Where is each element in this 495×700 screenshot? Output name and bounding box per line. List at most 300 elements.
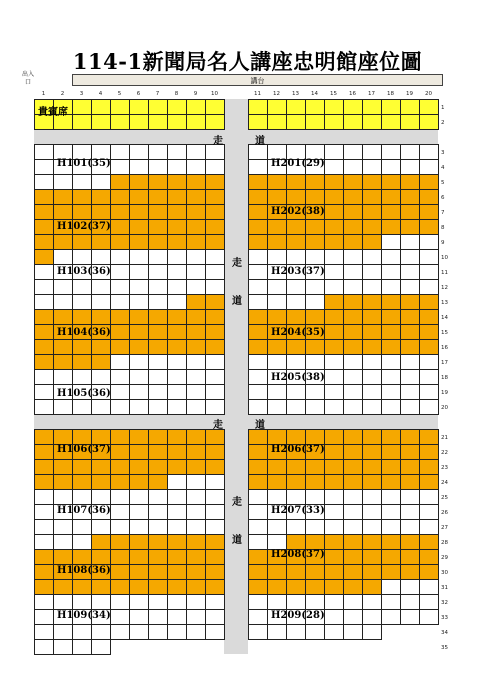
seat — [34, 504, 54, 520]
seat — [167, 519, 187, 535]
seat — [286, 339, 306, 355]
row-number: 22 — [441, 450, 448, 456]
seat — [110, 474, 130, 490]
seat — [91, 279, 111, 295]
seat — [419, 324, 439, 340]
seat — [110, 519, 130, 535]
seat — [305, 309, 325, 325]
seat — [205, 609, 225, 625]
seat — [186, 99, 206, 115]
seat — [267, 174, 287, 190]
seat — [91, 294, 111, 310]
seat — [129, 114, 149, 130]
row-number: 2 — [441, 120, 445, 126]
seat — [205, 504, 225, 520]
seat — [110, 99, 130, 115]
seat — [248, 624, 268, 640]
seat — [186, 114, 206, 130]
seat — [205, 624, 225, 640]
seat — [419, 354, 439, 370]
seat — [186, 504, 206, 520]
row-number: 26 — [441, 510, 448, 516]
vip-section-label: 貴賓席 — [38, 107, 68, 118]
seat — [167, 324, 187, 340]
seat — [267, 489, 287, 505]
seat — [34, 489, 54, 505]
seat — [186, 294, 206, 310]
seat — [91, 354, 111, 370]
seat — [400, 519, 420, 535]
seat — [324, 159, 344, 175]
seat — [205, 99, 225, 115]
seat — [343, 429, 363, 445]
seat — [34, 354, 54, 370]
seat — [186, 549, 206, 565]
seat — [167, 444, 187, 460]
seat — [248, 399, 268, 415]
seat — [419, 429, 439, 445]
row-number: 23 — [441, 465, 448, 471]
seat — [91, 624, 111, 640]
seat — [72, 189, 92, 205]
seat — [148, 384, 168, 400]
seat — [286, 354, 306, 370]
seat — [148, 459, 168, 475]
seat — [419, 294, 439, 310]
seat — [419, 609, 439, 625]
seat — [167, 459, 187, 475]
seat — [362, 234, 382, 250]
seat — [34, 204, 54, 220]
seat — [267, 474, 287, 490]
seat — [91, 339, 111, 355]
seat — [91, 489, 111, 505]
seat — [72, 399, 92, 415]
seat — [248, 594, 268, 610]
seat — [53, 354, 73, 370]
seat — [400, 384, 420, 400]
seat — [53, 369, 73, 385]
seat — [167, 399, 187, 415]
seat — [72, 624, 92, 640]
seat — [286, 219, 306, 235]
seat — [91, 114, 111, 130]
column-number: 13 — [292, 91, 299, 97]
seat — [381, 324, 401, 340]
seat — [248, 294, 268, 310]
seat — [205, 369, 225, 385]
seat — [419, 114, 439, 130]
seat — [343, 279, 363, 295]
seat — [34, 174, 54, 190]
section-label-h203: H203(37) — [271, 266, 325, 277]
seat — [129, 444, 149, 460]
seat — [167, 594, 187, 610]
seat — [362, 159, 382, 175]
seat — [419, 459, 439, 475]
seat — [34, 399, 54, 415]
column-number: 16 — [349, 91, 356, 97]
seat — [72, 354, 92, 370]
seat — [186, 219, 206, 235]
seat — [400, 189, 420, 205]
seat — [110, 159, 130, 175]
seat — [186, 444, 206, 460]
seat — [248, 339, 268, 355]
seat — [53, 639, 73, 655]
seat — [148, 204, 168, 220]
seat — [419, 99, 439, 115]
seat — [148, 579, 168, 595]
seat — [72, 474, 92, 490]
seat — [53, 399, 73, 415]
seat — [205, 429, 225, 445]
seat — [91, 174, 111, 190]
seat — [362, 189, 382, 205]
seat — [381, 114, 401, 130]
seat — [305, 339, 325, 355]
column-number: 6 — [136, 91, 141, 97]
seat — [129, 369, 149, 385]
seat — [34, 549, 54, 565]
seat — [148, 519, 168, 535]
seat — [110, 384, 130, 400]
seat — [167, 294, 187, 310]
seat — [91, 399, 111, 415]
seat — [248, 564, 268, 580]
seat — [148, 594, 168, 610]
seat — [129, 549, 149, 565]
seat — [381, 474, 401, 490]
seat — [148, 279, 168, 295]
seat — [343, 249, 363, 265]
column-number: 15 — [330, 91, 337, 97]
seat — [381, 294, 401, 310]
seat — [205, 594, 225, 610]
seat — [400, 264, 420, 280]
seat — [148, 504, 168, 520]
seat — [305, 384, 325, 400]
seat — [186, 594, 206, 610]
seat — [324, 369, 344, 385]
seat — [381, 204, 401, 220]
seat — [148, 294, 168, 310]
section-label-h109: H109(34) — [57, 610, 111, 621]
seat — [381, 279, 401, 295]
column-number: 3 — [79, 91, 84, 97]
section-label-h208: H208(37) — [271, 549, 325, 560]
seat — [267, 594, 287, 610]
aisle — [34, 129, 438, 144]
seat — [148, 474, 168, 490]
seat — [381, 579, 401, 595]
seat — [248, 204, 268, 220]
seat — [286, 114, 306, 130]
column-number: 20 — [425, 91, 432, 97]
seat — [400, 429, 420, 445]
aisle-walk-label: 走 — [232, 258, 242, 269]
seat — [419, 534, 439, 550]
seat — [362, 564, 382, 580]
seat — [381, 399, 401, 415]
seat — [248, 504, 268, 520]
seat — [186, 609, 206, 625]
seat — [324, 579, 344, 595]
seat — [381, 354, 401, 370]
seat — [205, 339, 225, 355]
seat — [324, 309, 344, 325]
seat — [267, 459, 287, 475]
seat — [267, 429, 287, 445]
seat — [362, 219, 382, 235]
seat — [324, 534, 344, 550]
row-number: 19 — [441, 390, 448, 396]
seat — [91, 534, 111, 550]
seat — [324, 564, 344, 580]
seat — [110, 549, 130, 565]
seat — [72, 519, 92, 535]
seat — [129, 624, 149, 640]
seat — [34, 369, 54, 385]
seat — [110, 594, 130, 610]
aisle-road-label: 道 — [255, 136, 265, 147]
row-number: 16 — [441, 345, 448, 351]
seat — [72, 234, 92, 250]
seat — [205, 279, 225, 295]
seat — [305, 399, 325, 415]
seat — [110, 249, 130, 265]
seat — [324, 219, 344, 235]
seat — [248, 459, 268, 475]
seat — [324, 324, 344, 340]
seat — [34, 384, 54, 400]
seat — [343, 264, 363, 280]
seat — [72, 579, 92, 595]
row-number: 9 — [441, 240, 445, 246]
row-number: 27 — [441, 525, 448, 531]
section-label-h106: H106(37) — [57, 444, 111, 455]
seat — [110, 579, 130, 595]
seat — [186, 564, 206, 580]
seat — [419, 564, 439, 580]
seat — [286, 534, 306, 550]
row-number: 17 — [441, 360, 448, 366]
seat — [286, 174, 306, 190]
seat — [91, 519, 111, 535]
seat — [205, 114, 225, 130]
seat — [110, 114, 130, 130]
row-number: 28 — [441, 540, 448, 546]
seat — [129, 174, 149, 190]
seat — [267, 519, 287, 535]
seat — [419, 489, 439, 505]
seat — [362, 279, 382, 295]
seat — [248, 384, 268, 400]
seat — [400, 504, 420, 520]
seat — [53, 429, 73, 445]
seat — [305, 114, 325, 130]
seat — [400, 489, 420, 505]
seat — [148, 324, 168, 340]
seat — [248, 264, 268, 280]
seat — [53, 339, 73, 355]
seat — [362, 444, 382, 460]
seat — [110, 279, 130, 295]
seat — [110, 369, 130, 385]
seat — [205, 474, 225, 490]
column-number: 8 — [174, 91, 179, 97]
row-number: 7 — [441, 210, 445, 216]
section-label-h201: H201(29) — [271, 158, 325, 169]
aisle-walk-label: 走 — [213, 420, 223, 431]
seat — [343, 504, 363, 520]
seat — [419, 234, 439, 250]
seat — [400, 159, 420, 175]
seat — [248, 324, 268, 340]
seat — [362, 549, 382, 565]
seat — [167, 384, 187, 400]
seat — [129, 429, 149, 445]
seat — [286, 234, 306, 250]
seat — [34, 324, 54, 340]
seat — [110, 204, 130, 220]
seat — [362, 204, 382, 220]
seat — [248, 354, 268, 370]
seat — [419, 279, 439, 295]
seat — [72, 294, 92, 310]
seat — [400, 249, 420, 265]
seat — [400, 324, 420, 340]
seat — [167, 159, 187, 175]
seat — [167, 99, 187, 115]
seat — [400, 549, 420, 565]
seat — [205, 234, 225, 250]
seat — [343, 294, 363, 310]
seat — [267, 99, 287, 115]
row-number: 24 — [441, 480, 448, 486]
seat — [129, 234, 149, 250]
seat — [110, 534, 130, 550]
column-number: 12 — [273, 91, 280, 97]
seat — [34, 474, 54, 490]
seat — [324, 549, 344, 565]
seat — [34, 219, 54, 235]
seat — [129, 609, 149, 625]
seat — [343, 609, 363, 625]
seat — [186, 459, 206, 475]
seat — [186, 474, 206, 490]
column-number: 2 — [60, 91, 65, 97]
seat — [34, 234, 54, 250]
seat — [110, 504, 130, 520]
column-number: 10 — [211, 91, 218, 97]
row-number: 29 — [441, 555, 448, 561]
section-label-h107: H107(36) — [57, 505, 111, 516]
seat — [419, 309, 439, 325]
seat — [167, 309, 187, 325]
seat — [267, 309, 287, 325]
seat — [148, 309, 168, 325]
column-number: 14 — [311, 91, 318, 97]
seat — [248, 609, 268, 625]
seat — [91, 309, 111, 325]
row-number: 11 — [441, 270, 448, 276]
seat — [400, 399, 420, 415]
seat — [34, 564, 54, 580]
seat — [400, 369, 420, 385]
seat — [305, 474, 325, 490]
seat — [110, 144, 130, 160]
seat — [381, 249, 401, 265]
seat — [91, 234, 111, 250]
seat — [34, 594, 54, 610]
seat — [381, 384, 401, 400]
seat — [362, 579, 382, 595]
seat — [129, 189, 149, 205]
seat — [305, 99, 325, 115]
column-number: 11 — [254, 91, 261, 97]
seat — [205, 174, 225, 190]
seat — [324, 99, 344, 115]
seat — [186, 324, 206, 340]
seat — [324, 249, 344, 265]
seat — [419, 189, 439, 205]
seat — [248, 579, 268, 595]
seat — [34, 429, 54, 445]
seat — [362, 384, 382, 400]
seat — [419, 384, 439, 400]
seat — [305, 489, 325, 505]
seat — [305, 234, 325, 250]
seat — [400, 114, 420, 130]
seat — [381, 534, 401, 550]
seat — [362, 609, 382, 625]
seat — [343, 234, 363, 250]
seat — [381, 504, 401, 520]
seat — [381, 189, 401, 205]
seat — [343, 99, 363, 115]
seat — [129, 159, 149, 175]
seat — [34, 339, 54, 355]
seat — [248, 444, 268, 460]
seat — [324, 474, 344, 490]
seat — [129, 309, 149, 325]
seat — [148, 369, 168, 385]
seat — [91, 99, 111, 115]
seat — [167, 189, 187, 205]
seat — [343, 474, 363, 490]
seat — [400, 474, 420, 490]
seat — [72, 249, 92, 265]
seat — [148, 549, 168, 565]
seat — [205, 159, 225, 175]
seat — [305, 249, 325, 265]
seat — [53, 249, 73, 265]
seat — [205, 219, 225, 235]
seat — [286, 309, 306, 325]
seat — [362, 114, 382, 130]
page-title: 114-1新聞局名人講座忠明館座位圖 — [72, 49, 423, 74]
seat — [129, 489, 149, 505]
seat — [110, 429, 130, 445]
seat — [205, 264, 225, 280]
seat — [186, 234, 206, 250]
seat — [248, 174, 268, 190]
row-number: 10 — [441, 255, 448, 261]
seat — [400, 219, 420, 235]
seat — [381, 369, 401, 385]
seat — [34, 189, 54, 205]
